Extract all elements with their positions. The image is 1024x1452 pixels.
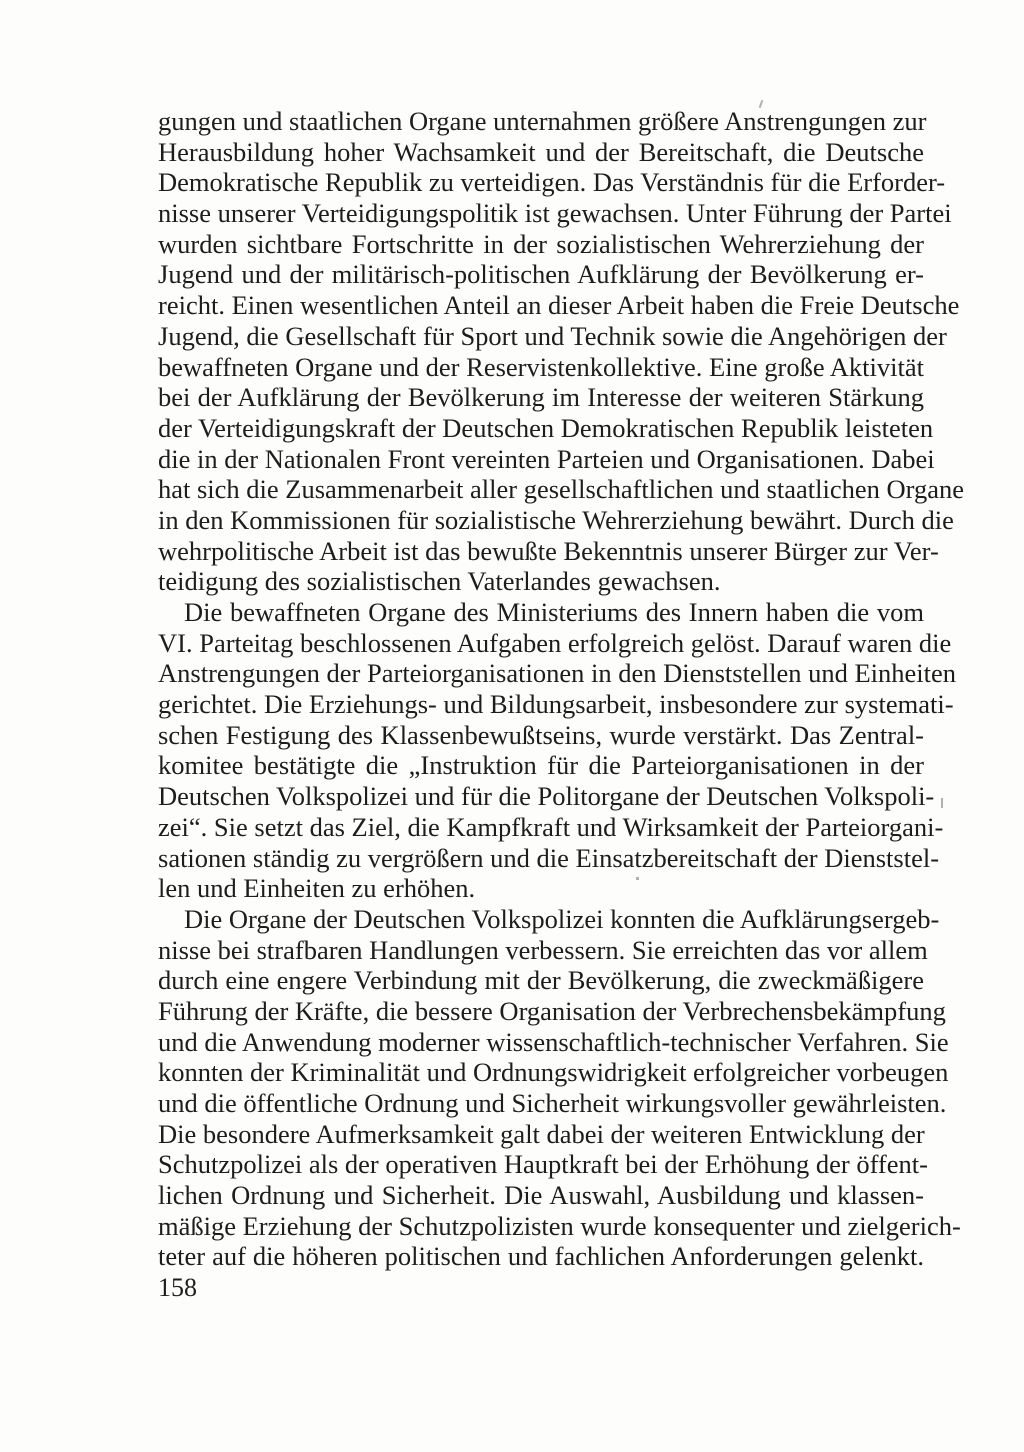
text-line: Deutschen Volkspolizei und für die Politorgane der Deutschen Volkspoli- — [158, 781, 935, 812]
text-line: sationen ständig zu vergrößern und die Einsatzbereitschaft der Dienststel- — [158, 842, 940, 873]
text-line: wehrpolitische Arbeit ist das bewußte Bekenntnis unserer Bürger zur Ver- — [158, 535, 939, 566]
text-line: reicht. Einen wesentlichen Anteil an dieser Arbeit haben die Freie Deutsche — [158, 290, 960, 321]
text-line: der Verteidigungskraft der Deutschen Demokratischen Republik leisteten — [158, 412, 934, 443]
text-line: gerichtet. Die Erziehungs- und Bildungsarbeit, insbesondere zur systemati- — [158, 689, 954, 720]
scan-speck — [761, 1259, 764, 1262]
text-line: konnten der Kriminalität und Ordnungswidrigkeit erfolgreicher vorbeugen — [158, 1057, 949, 1088]
text-line: schen Festigung des Klassenbewußtseins, wurde verstärkt. Das Zentral- — [158, 719, 924, 750]
text-line: hat sich die Zusammenarbeit aller gesellschaftlichen und staatlichen Organe — [158, 474, 964, 505]
body-text — [158, 106, 964, 1272]
text-line: Herausbildung hoher Wachsamkeit und der Bereitschaft, die Deutsche — [158, 136, 924, 167]
text-line: gungen und staatlichen Organe unternahmen größere Anstrengungen zur — [158, 106, 927, 136]
text-line: mäßige Erziehung der Schutzpolizisten wurde konsequenter und zielgerich- — [158, 1210, 961, 1241]
scan-speck — [941, 798, 943, 808]
text-line: bewaffneten Organe und der Reservistenkollektive. Eine große Aktivität — [158, 351, 924, 382]
text-line: bei der Aufklärung der Bevölkerung im Interesse der weiteren Stärkung — [158, 382, 924, 413]
text-line: Anstrengungen der Parteiorganisationen in den Dienststellen und Einheiten — [158, 658, 957, 689]
text-line: lichen Ordnung und Sicherheit. Die Auswahl, Ausbildung und klassen- — [158, 1180, 924, 1211]
text-line: und die Anwendung moderner wissenschaftlich-technischer Verfahren. Sie — [158, 1026, 949, 1057]
text-line: die in der Nationalen Front vereinten Parteien und Organisationen. Dabei — [158, 443, 935, 474]
paragraph-start-line: Die Organe der Deutschen Volkspolizei konnten die Aufklärungsergeb- — [184, 903, 940, 934]
text-line: teter auf die höheren politischen und fachlichen Anforderungen gelenkt. — [158, 1241, 924, 1272]
text-line: teidigung des sozialistischen Vaterlandes gewachsen. — [158, 566, 721, 597]
text-line: in den Kommissionen für sozialistische Wehrerziehung bewährt. Durch die — [158, 504, 954, 535]
scan-speck — [636, 877, 639, 880]
text-line: wurden sichtbare Fortschritte in der sozialistischen Wehrerziehung der — [158, 228, 924, 259]
text-line: und die öffentliche Ordnung und Sicherheit wirkungsvoller gewährleisten. — [158, 1088, 947, 1118]
paragraph-start-line: Die bewaffneten Organe des Ministeriums des Innern haben die vom — [184, 597, 924, 627]
text-line: zei“. Sie setzt das Ziel, die Kampfkraft und Wirksamkeit der Parteiorgani- — [158, 811, 944, 842]
text-line: len und Einheiten zu erhöhen. — [158, 873, 476, 904]
text-line: Jugend und der militärisch-politischen Aufklärung der Bevölkerung er- — [158, 259, 924, 290]
text-line: Schutzpolizei als der operativen Hauptkraft bei der Erhöhung der öffent- — [158, 1149, 928, 1180]
text-line: Führung der Kräfte, die bessere Organisation der Verbrechensbekämpfung — [158, 995, 946, 1026]
text-line: nisse bei strafbaren Handlungen verbessern. Sie erreichten das vor allem — [158, 934, 928, 965]
text-line: Jugend, die Gesellschaft für Sport und Technik sowie die Angehörigen der — [158, 320, 947, 351]
page-number: 158 — [158, 1273, 197, 1302]
text-line: Die besondere Aufmerksamkeit galt dabei der weiteren Entwicklung der — [158, 1118, 925, 1149]
text-line: Demokratische Republik zu verteidigen. Das Verständnis für die Erforder- — [158, 167, 946, 198]
text-line: komitee bestätigte die „Instruktion für die Parteiorganisationen in der — [158, 750, 924, 781]
text-line: durch eine engere Verbindung mit der Bevölkerung, die zweckmäßigere — [158, 965, 924, 996]
text-line: VI. Parteitag beschlossenen Aufgaben erfolgreich gelöst. Darauf waren die — [158, 627, 952, 658]
text-line: nisse unserer Verteidigungspolitik ist gewachsen. Unter Führung der Partei — [158, 198, 952, 229]
